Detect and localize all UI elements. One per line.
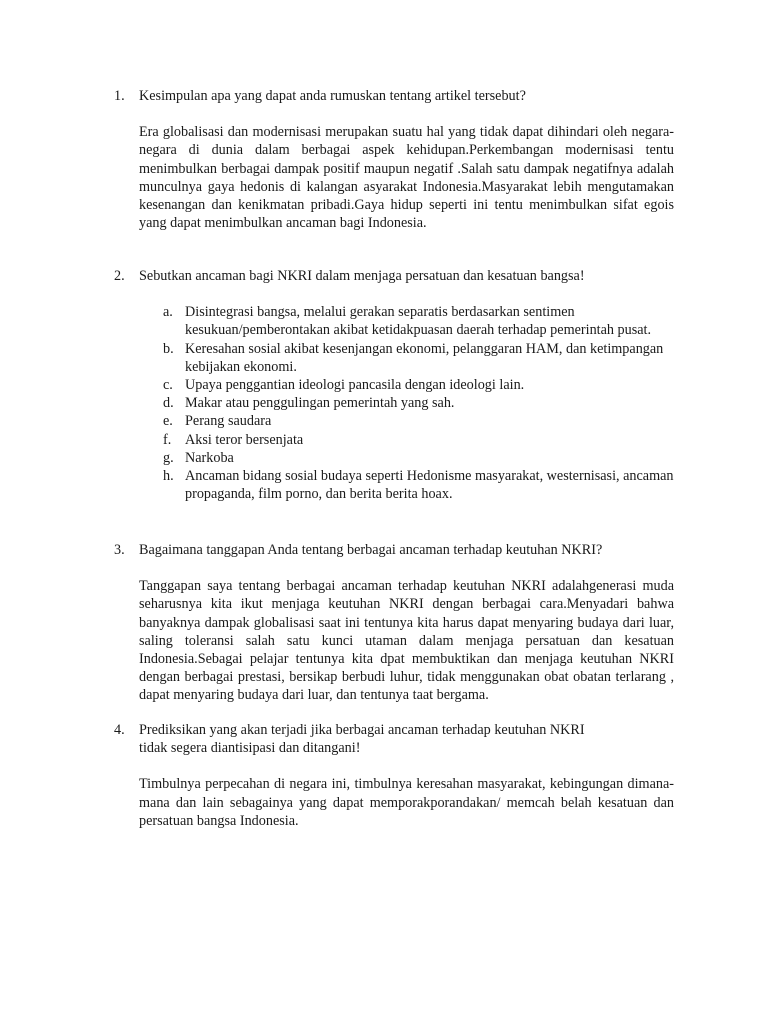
question-3-number: 3. — [114, 542, 125, 558]
list-item-letter: a. — [163, 304, 173, 321]
question-2-number: 2. — [114, 268, 125, 284]
list-item-text: Keresahan sosial akibat kesenjangan ekonomi, pelanggaran HAM, dan ketimpangan kebijakan ekonomi. — [185, 340, 664, 375]
question-4-prompt — [114, 721, 674, 757]
question-1-number: 1. — [114, 88, 125, 104]
question-1-text: Kesimpulan apa yang dapat anda rumuskan tentang artikel tersebut? — [139, 88, 526, 104]
list-item-letter: h. — [163, 468, 174, 485]
question-4-text: Prediksikan yang akan terjadi jika berbagai ancaman terhadap keutuhan NKRI tidak segera diantisipasi dan ditangani! — [139, 722, 585, 757]
list-item-letter: b. — [163, 340, 174, 357]
list-item — [163, 394, 674, 412]
question-3 — [114, 541, 674, 705]
list-item-letter: e. — [163, 413, 173, 430]
question-1 — [114, 87, 674, 232]
list-item — [163, 376, 674, 394]
list-item-text: Disintegrasi bangsa, melalui gerakan separatis berdasarkan sentimen kesukuan/pemberontakan akibat ketidakpuasan daerah terhadap pemerintah pusat. — [185, 304, 652, 339]
list-item-letter: g. — [163, 449, 174, 466]
list-item-letter: f. — [163, 431, 172, 448]
list-item — [163, 467, 674, 503]
list-item-letter: c. — [163, 377, 173, 394]
question-2-text: Sebutkan ancaman bagi NKRI dalam menjaga persatuan dan kesatuan bangsa! — [139, 268, 585, 284]
list-item-text: Makar atau penggulingan pemerintah yang sah. — [185, 395, 455, 412]
list-item-text: Aksi teror bersenjata — [185, 431, 304, 448]
list-item-letter: d. — [163, 395, 174, 412]
threat-list — [114, 303, 674, 503]
question-3-prompt — [114, 541, 674, 559]
list-item-text: Narkoba — [185, 449, 234, 466]
list-item — [163, 303, 674, 339]
question-4-number: 4. — [114, 722, 125, 738]
question-1-answer: Era globalisasi dan modernisasi merupakan suatu hal yang tidak dapat dihindari oleh negara-negara di dunia dalam berbagai aspek kehidupan.Perkembangan modernisasi tentu menimbulkan berbagai dampak positif maupun negatif .Salah satu dampak negatifnya adalah munculnya gaya hedonis di kalangan asyarakat Indonesia.Masyarakat lebih mengutamakan kesenangan dan kenikmatan pribadi.Gaya hidup seperti ini tentu menimbulkan sifat egois yang dapat menimbulkan ancaman bagi Indonesia. — [139, 124, 674, 232]
list-item — [163, 431, 674, 449]
question-4 — [114, 721, 674, 830]
question-3-answer: Tanggapan saya tentang berbagai ancaman terhadap keutuhan NKRI adalahgenerasi muda seharusnya kita ikut menjaga keutuhan NKRI dengan berbagai cara.Menyadari bahwa banyaknya dampak globalisasi saat ini tentunya kita harus dapat menyaring budaya dari luar, saling toleransi salah satu kunci utaman dalam menjaga persatuan dan kesatuan Indonesia.Sebagai pelajar tentunya kita dpat membuktikan dan menjaga keutuhan NKRI dengan berbagai prestasi, bersikap berbudi luhur, tidak menggunakan obat obatan terlarang , dapat menyaring budaya dari luar, dan tentunya taat bergama. — [139, 578, 674, 704]
question-2 — [114, 267, 674, 503]
question-1-prompt — [114, 87, 674, 105]
list-item-text: Upaya penggantian ideologi pancasila dengan ideologi lain. — [185, 377, 525, 394]
list-item-text: Perang saudara — [185, 413, 272, 430]
question-4-answer: Timbulnya perpecahan di negara ini, timbulnya keresahan masyarakat, kebingungan dimana-mana dan lain sebagainya yang dapat memporakporandakan/ memcah belah kesatuan dan persatuan bangsa Indonesia. — [139, 776, 674, 829]
list-item — [163, 340, 674, 376]
question-3-text: Bagaimana tanggapan Anda tentang berbagai ancaman terhadap keutuhan NKRI? — [139, 542, 603, 558]
list-item — [163, 412, 674, 430]
list-item-text: Ancaman bidang sosial budaya seperti Hedonisme masyarakat, westernisasi, ancaman propaganda, film porno, dan berita berita hoax. — [185, 468, 674, 503]
question-2-prompt — [114, 267, 674, 285]
list-item — [163, 449, 674, 467]
